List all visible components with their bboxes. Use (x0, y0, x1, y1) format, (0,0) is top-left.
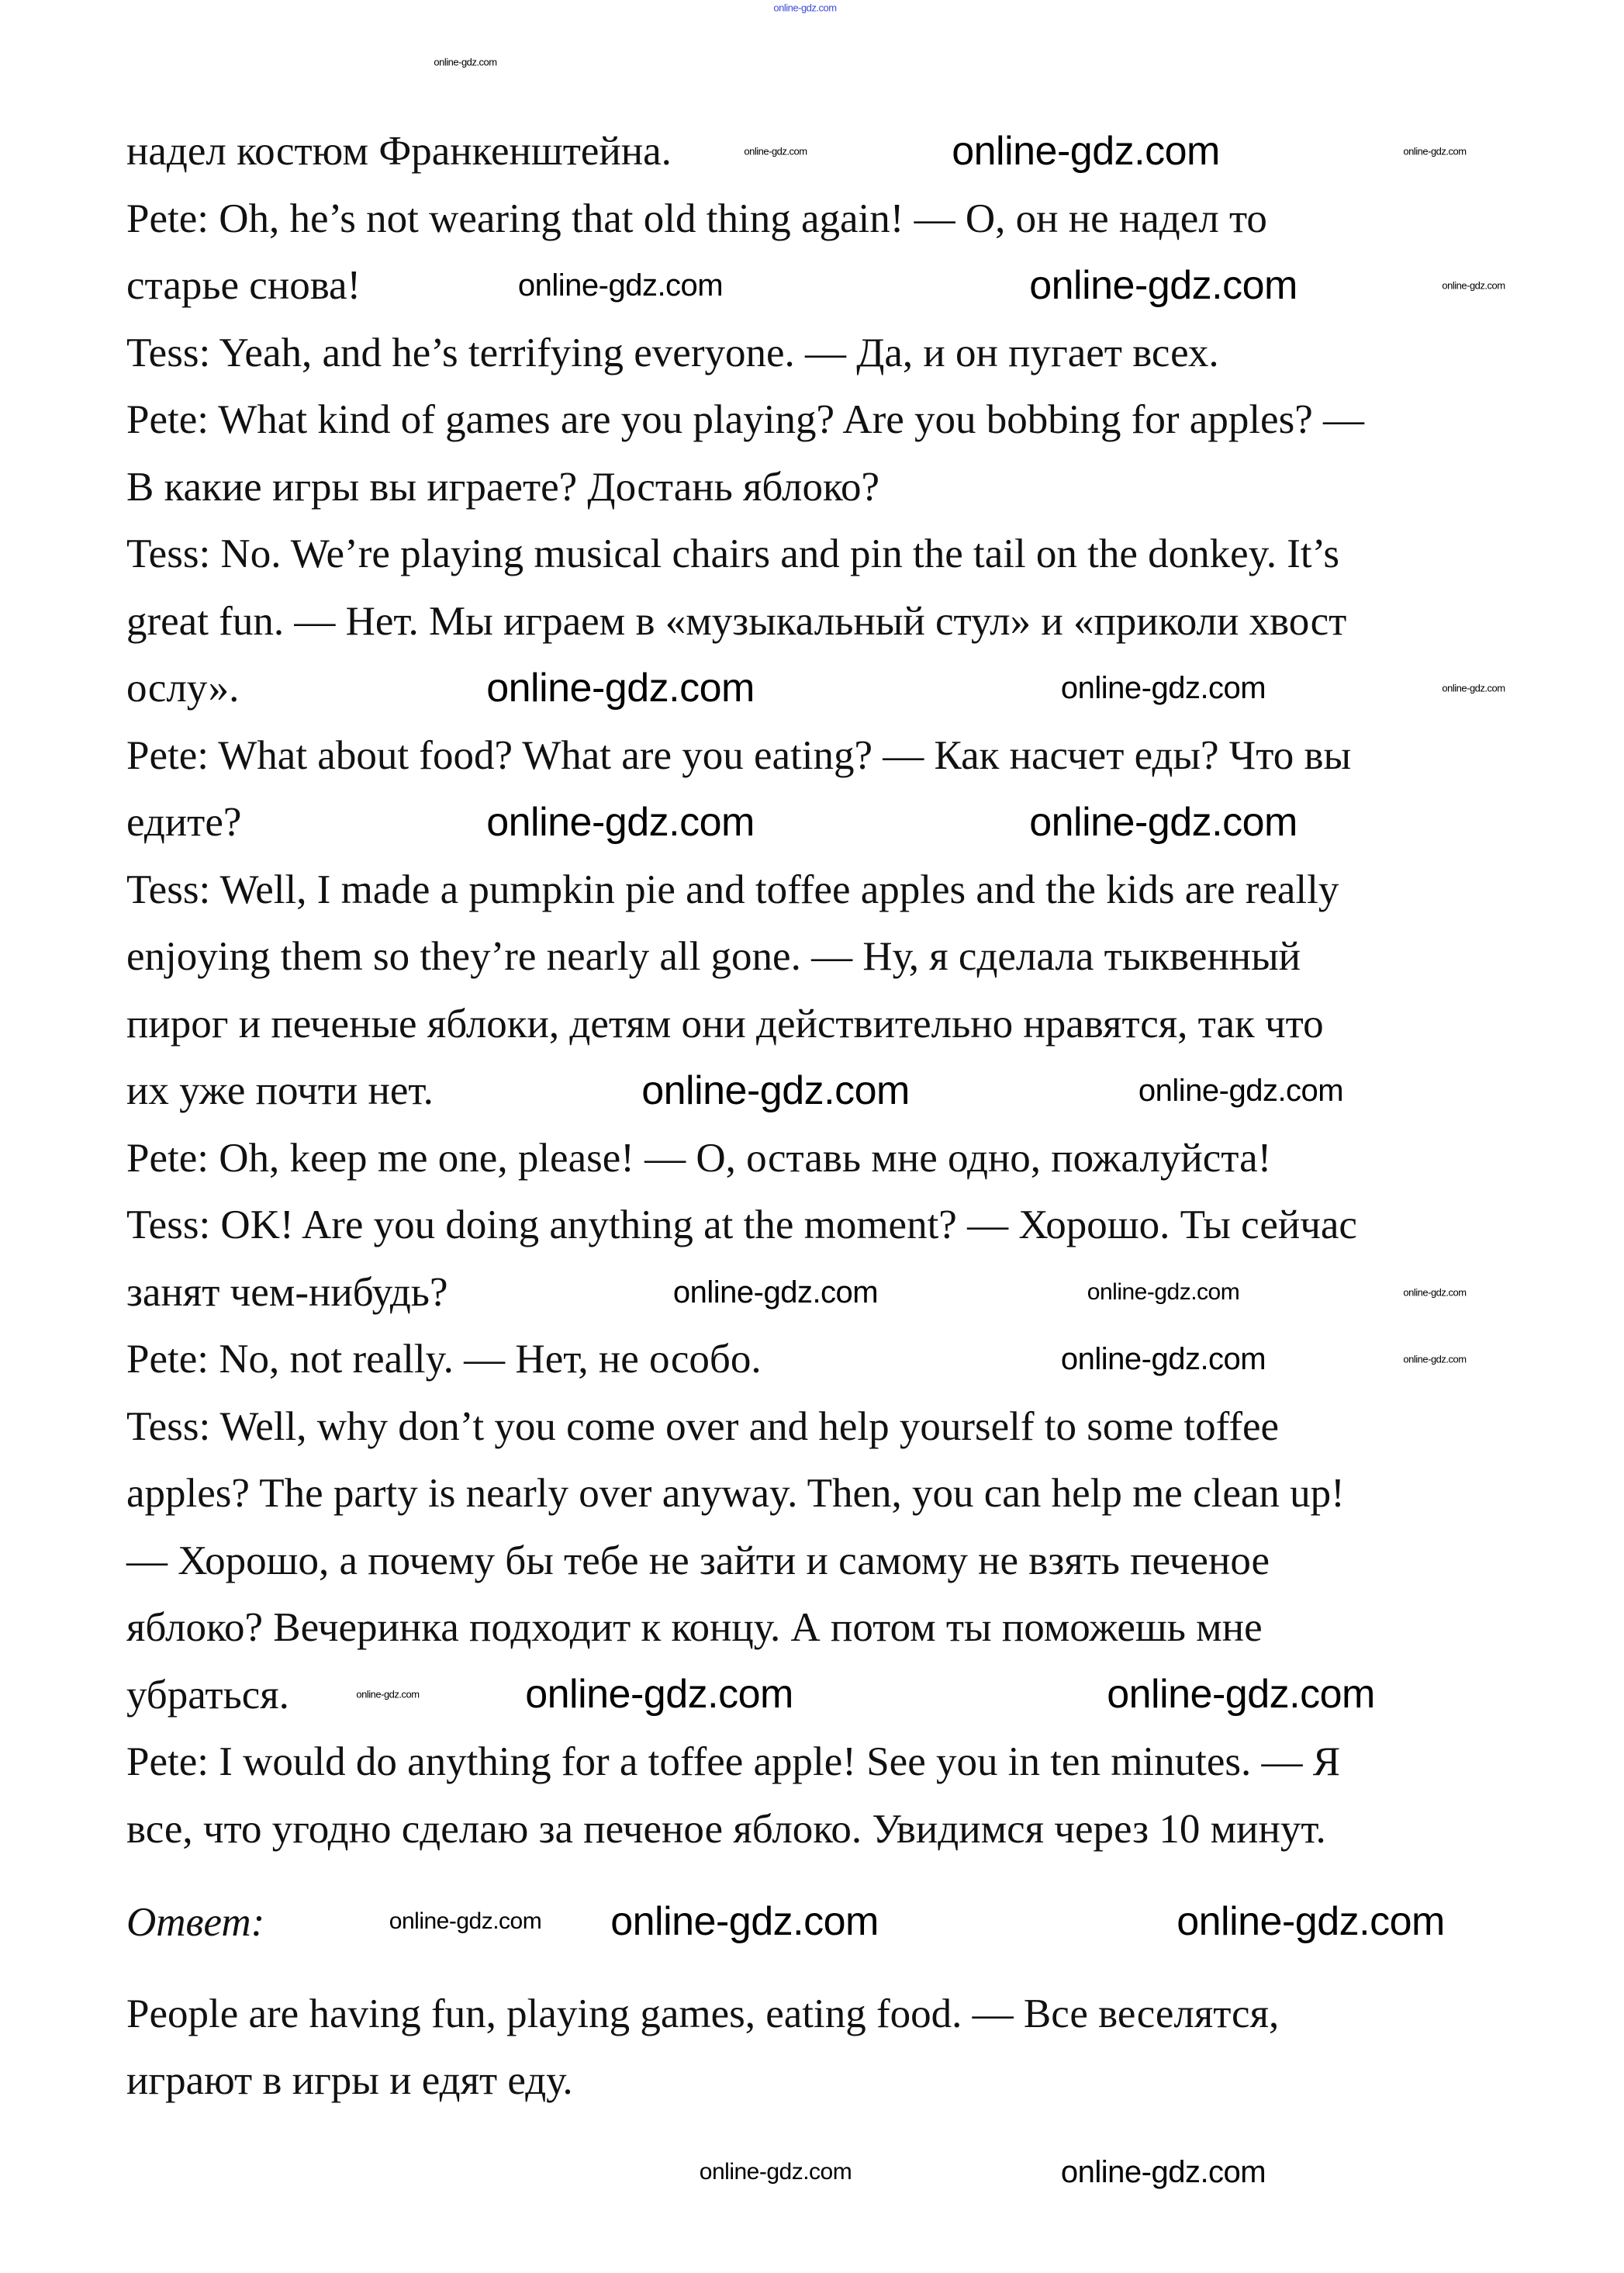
watermark: online-gdz.com (773, 2, 837, 14)
dialogue-line: Pete: I would do anything for a toffee apple! See you in ten minutes. — Я (126, 1739, 1341, 1784)
watermark: online-gdz.com (486, 800, 755, 845)
watermark: online-gdz.com (517, 268, 724, 303)
dialogue-line: Tess: Well, I made a pumpkin pie and toffee apples and the kids are really (126, 867, 1339, 912)
dialogue-line: apples? The party is nearly over anyway. Then, you can help me clean up! (126, 1471, 1345, 1516)
watermark: online-gdz.com (1177, 1899, 1445, 1944)
watermark: online-gdz.com (1029, 263, 1297, 308)
dialogue-line: great fun. — Нет. Мы играем в «музыкальный стул» и «приколи хвост (126, 598, 1347, 644)
dialogue-line: Pete: What about food? What are you eating? — Как насчет еды? Что вы (126, 732, 1352, 778)
answer-line: играют в игры и едят еду. (126, 2058, 573, 2103)
dialogue-line: Pete: Oh, he’s not wearing that old thing again! — О, он не надел то (126, 195, 1267, 241)
answer-label: Ответ: (126, 1900, 265, 1945)
dialogue-line: Pete: What kind of games are you playing? Are you bobbing for apples? — (126, 397, 1364, 442)
dialogue-line: убраться. (126, 1672, 289, 1718)
watermark: online-gdz.com (1403, 145, 1467, 157)
watermark: online-gdz.com (1060, 671, 1266, 705)
watermark: online-gdz.com (1442, 682, 1505, 694)
dialogue-line: надел костюм Франкенштейна. (126, 129, 672, 174)
watermark: online-gdz.com (1107, 1672, 1375, 1717)
dialogue-line: все, что угодно сделаю за печеное яблоко. Увидимся через 10 минут. (126, 1806, 1326, 1852)
dialogue-line: пирог и печеные яблоки, детям они действительно нравятся, так что (126, 1001, 1324, 1047)
watermark: online-gdz.com (952, 129, 1220, 174)
watermark: online-gdz.com (1403, 1353, 1467, 1365)
dialogue-line: занят чем-нибудь? (126, 1269, 448, 1315)
dialogue-line: enjoying them so they’re nearly all gone. — Ну, я сделала тыквенный (126, 934, 1301, 979)
watermark: online-gdz.com (744, 145, 807, 157)
watermark: online-gdz.com (356, 1688, 420, 1700)
watermark: online-gdz.com (1087, 1279, 1240, 1305)
watermark: online-gdz.com (1029, 800, 1297, 845)
watermark: online-gdz.com (641, 1068, 910, 1113)
watermark: online-gdz.com (434, 56, 497, 68)
watermark: online-gdz.com (1060, 2155, 1266, 2189)
document-body (126, 118, 1364, 2115)
dialogue-line: яблоко? Вечеринка подходит к концу. А потом ты поможешь мне (126, 1605, 1263, 1650)
watermark: online-gdz.com (1060, 1342, 1266, 1376)
dialogue-line: ослу». (126, 666, 240, 711)
watermark: online-gdz.com (1138, 1074, 1344, 1108)
dialogue-line: Tess: No. We’re playing musical chairs and pin the tail on the donkey. It’s (126, 531, 1339, 576)
watermark: online-gdz.com (672, 1275, 879, 1309)
dialogue-line: старье снова! (126, 263, 361, 308)
watermark: online-gdz.com (1403, 1286, 1467, 1299)
dialogue-text (126, 118, 1364, 1863)
answer-text (126, 1981, 1364, 2115)
watermark: online-gdz.com (1442, 279, 1505, 292)
dialogue-line: Tess: Well, why don’t you come over and help yourself to some toffee (126, 1403, 1280, 1449)
watermark: online-gdz.com (610, 1899, 879, 1944)
dialogue-line: Tess: OK! Are you doing anything at the moment? — Хорошо. Ты сейчас (126, 1202, 1357, 1247)
dialogue-line: их уже почти нет. (126, 1068, 434, 1113)
watermark: online-gdz.com (699, 2159, 852, 2185)
watermark: online-gdz.com (486, 666, 755, 711)
answer-line: People are having fun, playing games, eating food. — Все веселятся, (126, 1991, 1280, 2036)
dialogue-line: Pete: Oh, keep me one, please! — О, оставь мне одно, пожалуйста! (126, 1135, 1272, 1181)
watermark: online-gdz.com (389, 1908, 542, 1934)
dialogue-line: Pete: No, not really. — Нет, не особо. (126, 1337, 762, 1382)
dialogue-line: Tess: Yeah, and he’s terrifying everyone. — Да, и он пугает всех. (126, 330, 1219, 375)
dialogue-line: — Хорошо, а почему бы тебе не зайти и самому не взять печеное (126, 1538, 1270, 1583)
watermark: online-gdz.com (525, 1672, 793, 1717)
dialogue-line: едите? (126, 800, 242, 845)
dialogue-line: В какие игры вы играете? Достань яблоко? (126, 464, 880, 510)
